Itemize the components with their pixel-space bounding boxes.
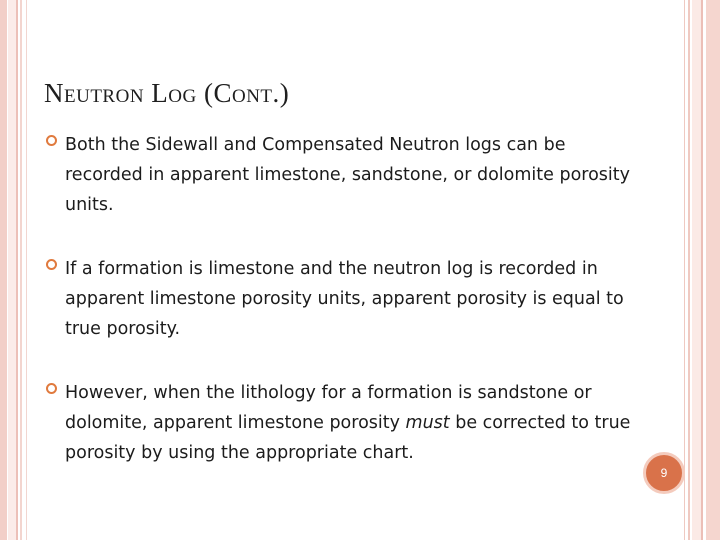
stripe <box>0 0 7 540</box>
stripe <box>8 0 16 540</box>
bullet-item <box>44 254 634 344</box>
slide-title: Neutron Log (Cont.) <box>44 78 290 108</box>
stripe <box>16 0 18 540</box>
bullet-item <box>44 378 634 468</box>
bullet-text: If a formation is limestone and the neutron log is recorded in apparent limestone porosity units, apparent porosity is equal to true porosity. <box>65 259 624 339</box>
bullet-text: Both the Sidewall and Compensated Neutron logs can be recorded in apparent limestone, sandstone, or dolomite porosity units. <box>65 135 631 215</box>
bullet-icon <box>46 135 57 146</box>
bullet-text <box>65 378 634 468</box>
page-number-badge <box>643 452 685 494</box>
stripe <box>701 0 703 540</box>
stripe <box>684 0 685 540</box>
emphasis-text: must <box>405 413 450 433</box>
bullet-icon <box>46 383 57 394</box>
left-decorative-border <box>0 0 40 540</box>
stripe <box>692 0 701 540</box>
bullet-item <box>44 130 634 220</box>
stripe <box>688 0 690 540</box>
stripe <box>20 0 22 540</box>
bullet-text-part: However, when the lithology for a formation is sandstone or dolomite, apparent limestone porosity <box>65 383 592 433</box>
page-number: 9 <box>660 466 668 480</box>
stripe <box>706 0 720 540</box>
bullet-text-part: be corrected to true porosity by using the appropriate chart. <box>65 413 631 463</box>
bullet-list <box>44 130 634 502</box>
bullet-icon <box>46 259 57 270</box>
stripe <box>26 0 27 540</box>
right-decorative-border <box>684 0 720 540</box>
